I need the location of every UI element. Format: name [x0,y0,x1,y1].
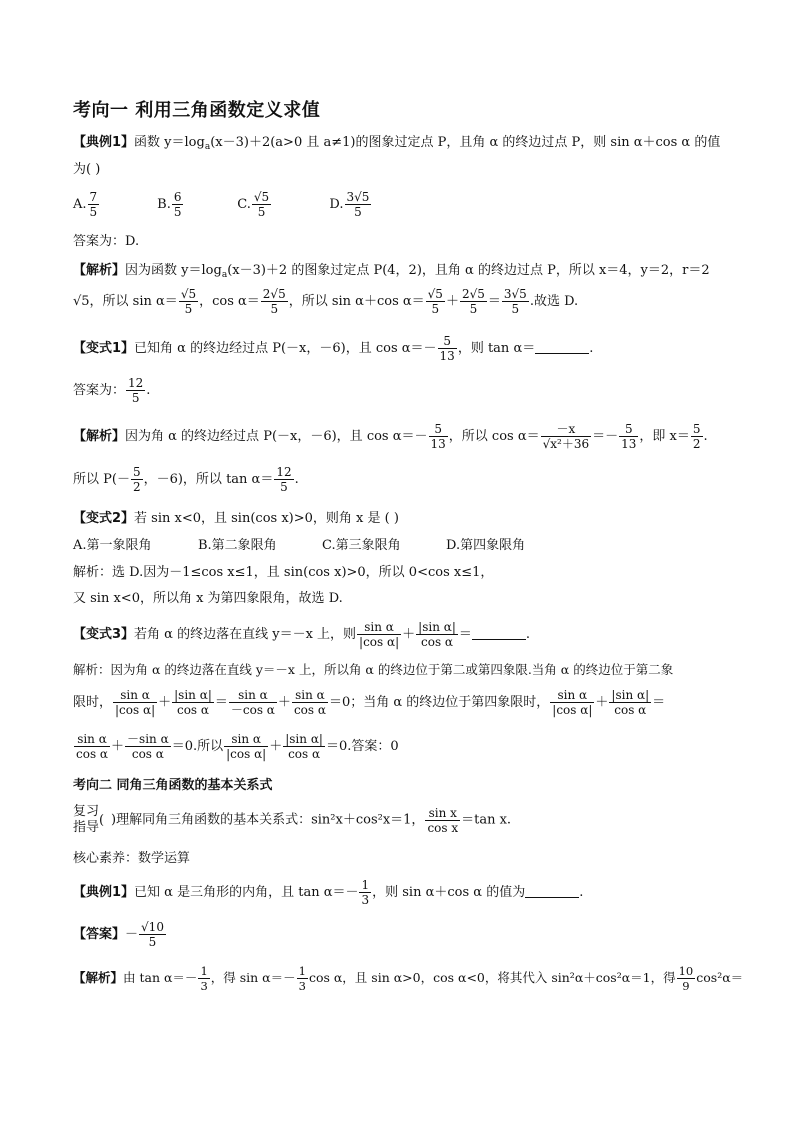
variant1-solution-line1: 【解析】因为角 α 的终边经过点 P(－x，－6)，且 cos α＝－ $\frac{5}{13}$ ，所以 cos α＝ $\frac{-x}{\text{√x²＋36}}$ ＝－ $\frac{5}{13}$ ，即 x＝ $\frac{5}{2}$ . [73,422,708,451]
review-guide: 复习 指导 ( )理解同角三角函数的基本关系式：sin²x＋cos²x＝1， $\frac{\text{sin x}}{\text{cos x}}$ ＝tan x. [73,804,512,835]
example1-question-line2: 为( ) [73,162,101,177]
variant3-solution-line3: $\frac{\text{sin α}}{\text{cos α}}$ ＋ $\frac{\text{－sin α}}{\text{cos α}}$ ＝0.所以 $\frac{\text{sin α}}{\text{|cos α|}}$ ＋ $\frac{\text{|sin α|}}{\text{cos α}}$ ＝0.答案：0 [76,732,399,761]
variant2-solution-line1: 解析：选 D.因为－1≤cos x≤1，且 sin(cos x)>0，所以 0<cos x≤1， [73,565,494,580]
variant1-solution-line2: 所以 P(－ $\frac{5}{2}$ ，－6)，所以 tan α＝ $\frac{12}{5}$ . [73,465,299,494]
variant2-question: 【变式2】若 sin x<0，且 sin(cos x)>0，则角 x 是 ( ) [73,511,399,526]
variant3-solution-line2: 限时， $\frac{\text{sin α}}{\text{|cos α|}}$ ＋ $\frac{\text{|sin α|}}{\text{cos α}}$ ＝ $\frac{\text{sin α}}{\text{－cos α}}$ ＋ $\frac{\text{sin α}}{\text{cos α}}$ ＝0；当角 α 的终边位于第四象限时， $\frac{\text{sin α}}{\text{|cos α|}}$ ＋ $\frac{\text{|sin α|}}{\text{cos α}}$ ＝ [73,688,666,717]
section-title-1: 考向一 利用三角函数定义求值 [73,100,321,121]
example1-options: A. $\frac{7}{5}$ B. $\frac{6}{5}$ C. $\frac{√5}{5}$ D. $\frac{3√5}{5}$ [73,190,370,219]
variant2-solution-line2: 又 sin x<0，所以角 x 为第四象限角，故选 D. [73,591,343,606]
example1-question-line1: 【典例1】函数 $y=\log_a(x-3)+2(a>0$ 且 a≠1)的图象过定点 P，且角 α 的终边过点 P，则 sin α＋cos α 的值 [73,135,721,152]
variant1-answer: 答案为： $\frac{12}{5}$ . [73,376,151,405]
variant3-solution-line1: 解析：因为角 α 的终边落在直线 y＝－x 上，所以角 α 的终边位于第二或第四象限.当角 α 的终边位于第二象 [73,662,674,677]
answer-blank [535,340,589,354]
example1-answer: 答案为：D. [73,234,140,249]
example2-question: 【典例1】已知 α 是三角形的内角，且 tan α＝－ $\frac{1}{3}$ ，则 sin α＋cos α 的值为 . [73,878,584,907]
example1-solution-line2: √5，所以 sin α＝ $\frac{√5}{5}$ ，cos α＝ $\frac{2√5}{5}$ ，所以 sin α＋cos α＝ $\frac{√5}{5}$ ＋ $\frac{2√5}{5}$ ＝ $\frac{3√5}{5}$ .故选 D. [73,287,579,316]
example2-answer: 【答案】－ $\frac{√10}{5}$ [73,920,164,949]
example1-solution-line1: 【解析】因为函数 $y=\log_a(x-3)+2$ 的图象过定点 P(4，2)，且角 α 的终边过点 P，所以 x＝4，y＝2，r＝2 [73,263,710,280]
variant1-question: 【变式1】已知角 α 的终边经过点 P(－x，－6)，且 cos α＝－ $\frac{5}{13}$ ，则 tan α＝ . [73,334,594,363]
variant2-options: A.第一象限角 B.第二象限角 C.第三象限角 D.第四象限角 [73,538,526,553]
variant3-question: 【变式3】若角 α 的终边落在直线 y＝－x 上，则 $\frac{\text{sin α}}{\text{|cos α|}}$ ＋ $\frac{\text{|sin α|}}{\text{cos α}}$ ＝ . [73,620,531,649]
section-title-2: 考向二 同角三角函数的基本关系式 [73,778,273,793]
example2-solution: 【解析】由 tan α＝－ $\frac{1}{3}$ ，得 sin α＝－ $\frac{1}{3}$ cos α，且 sin α>0，cos α<0，将其代入 sin²α＋cos²α＝1，得 $\frac{10}{9}$ cos²α＝ [73,964,744,993]
core-literacy: 核心素养：数学运算 [73,851,191,866]
